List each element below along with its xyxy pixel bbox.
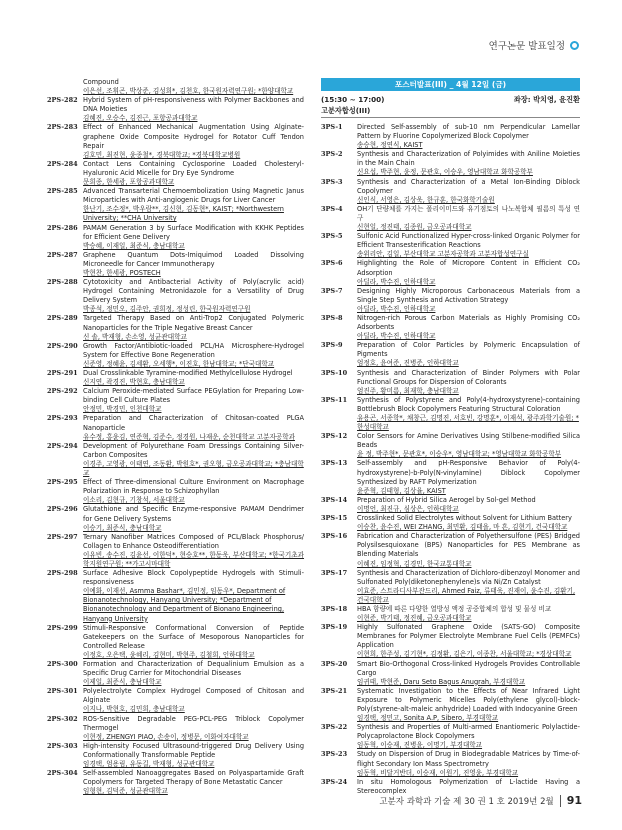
entry-code: 3PS-6: [321, 259, 343, 268]
program-entry: [321, 750, 580, 777]
entry-title: In situ Homologous Polymerization of L-lactide Having a Stereocomplex: [357, 777, 580, 795]
entry-authors: 신현일, 정진태, 김종원, 금오공과대학교: [357, 223, 472, 232]
entry-title: Advanced Transarterial Chemoembolization Using Magnetic Janus Microparticles with Anti-angiogenic Drugs for Liver Cancer: [83, 187, 304, 205]
program-entry: [321, 123, 580, 150]
program-entry: [47, 414, 304, 441]
entry-code: 2PS-287: [47, 250, 78, 259]
entry-authors: 박종석, 정민오, 김주안, 권희정, 정성린, 한국원자력연구원: [83, 305, 251, 314]
program-entry: [47, 769, 304, 796]
entry-code: 2PS-284: [47, 159, 78, 168]
entry-code: 2PS-291: [47, 369, 78, 377]
entry-title: Synthesis and Characterization of Dichloro-dibenzoyl Monomer and Sulfonated Poly(diketonephenylene)s via Ni/Zn Catalyst: [357, 568, 580, 586]
entry-authors: 이승찬, 윤수진, WEI ZHANG, 최민환, 김태을, 마 흔, 김현기, 건국대학교: [357, 523, 568, 532]
entry-authors: 신지연, 곽경진, 박현호, 충남대학교: [83, 378, 185, 387]
entry-authors: 이현준, 박기태, 정진혜, 금오공과대학교: [357, 614, 472, 623]
entry-title: Ternary Nanofiber Matrices Composed of PCL/Black Phosphorus/ Collagen to Enhance Osteodifferentiation: [83, 532, 304, 550]
entry-code: 3PS-24: [321, 777, 348, 786]
entry-title: Designing Highly Microporous Carbonaceous Materials from a Single Step Synthesis and Activation Strategy: [357, 286, 580, 304]
entry-authors: 이명언, 최진규, 심상은, 인하대학교: [357, 504, 459, 513]
left-entry-list: [47, 96, 304, 796]
entry-authors: 문희종, 한세광, 포항공과대학교: [83, 178, 175, 187]
entry-title: Highly Sulfonated Graphene Oxide (SATS-GO) Composite Membranes for Polymer Electrolyte Membrane Fuel Cells (PEMFCs) Application: [357, 623, 580, 650]
entry-title: PAMAM Generation 3 by Surface Modification with KKHK Peptides for Efficient Gene Delivery: [83, 223, 304, 241]
entry-continued: [47, 78, 304, 96]
entry-authors: 신 솔, 박재형, 손소영, 성균관대학교: [83, 332, 187, 341]
program-entry: [47, 278, 304, 314]
entry-authors: 엄진주, 황미름, 최재학, 충남대학교: [357, 386, 459, 395]
entry-title: Synthesis and Characterization of a Metal Ion-Binding Diblock Copolymer: [357, 177, 580, 195]
program-entry: [47, 387, 304, 414]
entry-title: Crosslinked Solid Electrolytes without Solvent for Lithium Battery: [357, 514, 572, 523]
program-entry: [321, 432, 580, 459]
entry-code: 3PS-17: [321, 568, 348, 577]
right-entry-list: [321, 123, 580, 796]
entry-authors: 이은선, 조휘곤, 박상준, 김성희*, 김천호, 한국원자력연구원; *한양대학교: [83, 87, 294, 96]
right-column: [321, 78, 580, 796]
program-entry: [47, 442, 304, 478]
entry-authors: 송승현, 정연식, KAIST: [357, 141, 423, 150]
entry-code: 2PS-292: [47, 387, 78, 396]
entry-authors: 김호민, 최진현, 윤종철*, 경북대학교; *경북대학교병원: [83, 150, 241, 159]
program-entry: [47, 96, 304, 123]
entry-code: 3PS-20: [321, 659, 348, 668]
program-entry: [321, 459, 580, 495]
entry-authors: 박승혜, 이재일, 최준식, 충남대학교: [83, 241, 185, 250]
entry-code: 3PS-7: [321, 286, 343, 295]
entry-authors: 이현정, ZHENGYI PIAO, 손송이, 정병문, 이화여자대학교: [83, 732, 249, 741]
program-entry: [47, 624, 304, 660]
entry-authors: 엄정호, 윤여준, 진병준, 인하대학교: [357, 359, 459, 368]
entry-title: Glutathione and Specific Enzyme-responsive PAMAM Dendrimer for Gene Delivery Systems: [83, 505, 304, 523]
entry-code: 3PS-13: [321, 459, 348, 468]
entry-code: 2PS-297: [47, 532, 78, 541]
entry-authors: 신준영, 정혜윤, 김세환, 오세행*, 이진호, 한남대학교; *단국대학교: [83, 359, 275, 368]
entry-authors: 이지나, 박현호, 김민희, 충남대학교: [83, 705, 185, 714]
entry-title: Growth Factor/Antibiotic-loaded PCL/HA Microsphere-Hydrogel System for Effective Bone Regeneration: [83, 341, 304, 359]
program-entry: [47, 478, 304, 505]
entry-authors: 박현찬, 한세광, POSTECH: [83, 268, 161, 277]
entry-authors: 안정민, 박경민, 인천대학교: [83, 405, 162, 414]
entry-code: 2PS-293: [47, 414, 78, 423]
header-title: 연구논문 발표일정: [488, 41, 565, 52]
entry-authors: 이효준, 스트라디사부잔드리, Ahmed Faiz, 류태욱, 진재이, 윤수진, 김환기, 건국대학교: [357, 586, 576, 604]
entry-code: 3PS-16: [321, 532, 348, 541]
entry-title: Targeted Therapy Based on Anti-Trop2 Conjugated Polymeric Nanoparticles for the Triple Negative Breast Cancer: [83, 314, 304, 332]
program-entry: [321, 514, 580, 532]
program-entry: [321, 259, 580, 286]
entry-title: Polyelectrolyte Complex Hydrogel Composed of Chitosan and Alginate: [83, 687, 304, 705]
entry-code: 3PS-18: [321, 604, 348, 613]
entry-title: Highlighting the Role of Micropore Content in Efficient CO₂ Adsorption: [357, 259, 580, 277]
entry-code: 3PS-1: [321, 123, 343, 131]
entry-authors: 이현희, 한주성, 김기현*, 김정환, 김은기, 이종찬, 서울대학교; *경상대학교: [357, 650, 572, 659]
entry-title: Contact Lens Containing Cyclosporine Loaded Cholesteryl-Hyaluronic Acid Micelle for Dry Eye Syndrome: [83, 159, 304, 177]
entry-title: Development of Polyurethane Foam Dressings Containing Silver-Carbon Composites: [83, 441, 304, 459]
entry-code: 2PS-301: [47, 687, 78, 696]
program-entry: [321, 532, 580, 568]
entry-code: 3PS-21: [321, 686, 348, 695]
entry-authors: 유수정, 홍윤김, 연준혁, 김준수, 정경원, 나재운, 순천대학교 고분자공학과: [83, 432, 295, 441]
entry-authors: 임경택, 정민고, Sonita A.P, Sibero, 부경대학교: [357, 714, 499, 723]
entry-authors: 이유빈, 송수진, 김윤선, 이한덕*, 현승호**, 한동욱, 부산대학교; *한국기초과학지원연구원; **가고시마대학: [83, 550, 305, 568]
program-entry: [47, 251, 304, 278]
program-entry: [321, 205, 580, 232]
program-entry: [321, 150, 580, 177]
program-entry: [47, 715, 304, 742]
entry-code: 2PS-304: [47, 769, 78, 778]
entry-authors: 이소리, 김현규, 기창석, 서울대학교: [83, 496, 185, 505]
entry-title: Directed Self-assembly of sub-10 nm Perpendicular Lamellar Pattern by Fluorine Copolymerized Block Copolymer: [357, 123, 580, 141]
entry-authors: 윤 정, 박주현*, 문관호*, 이승우*, 영남대학교; *영남대학교 화학공학부: [357, 450, 562, 459]
entry-title: Preparation of Color Particles by Polymeric Encapsulation of Pigments: [357, 341, 580, 359]
entry-authors: 이승기, 최준식, 충남대학교: [83, 523, 162, 532]
entry-code: 3PS-10: [321, 368, 348, 377]
session-chair: 좌장: 박치영, 윤진환: [513, 95, 580, 104]
entry-title: High-intensity Focused Ultrasound-triggered Drug Delivery Using Conformationally Transformable Peptide: [83, 741, 304, 759]
entry-code: 3PS-8: [321, 313, 343, 322]
entry-code: 3PS-22: [321, 723, 348, 732]
entry-code: 3PS-23: [321, 750, 348, 759]
entry-authors: 이제일, 최준식, 충남대학교: [83, 678, 162, 687]
entry-title: Preparation and Characterization of Chitosan-coated PLGA Nanoparticle: [83, 414, 304, 432]
entry-code: 2PS-296: [47, 505, 78, 514]
program-entry: [47, 224, 304, 251]
entry-code: 3PS-9: [321, 341, 343, 350]
program-entry: [321, 687, 580, 723]
entry-code: 3PS-5: [321, 232, 343, 241]
entry-title: Systematic Investigation to the Effects of Near Infrared Light Exposure to Polymeric Micelles Poly(ethylene glycol)-block-Poly(styrene-alt-maleic anhydride) Loaded with Indocyanine Green: [357, 686, 580, 713]
program-entry: [47, 187, 304, 223]
entry-authors: 임귀태, 박현준, Daru Seto Bagus Anugrah, 부경대학교: [357, 677, 526, 686]
entry-authors: 이정호, 오은택, 윤혜리, 김현미, 박현주, 김철희, 인하대학교: [83, 650, 255, 659]
entry-code: 2PS-303: [47, 741, 78, 750]
entry-code: 2PS-300: [47, 660, 78, 668]
entry-authors: 임경택, 엄용림, 유동길, 박재형, 성균관대학교: [83, 760, 215, 769]
program-entry: [321, 723, 580, 750]
entry-code: 3PS-12: [321, 432, 348, 441]
program-entry: [321, 660, 580, 687]
entry-code: 2PS-298: [47, 569, 78, 578]
entry-title: Fabrication and Characterization of Polyethersulfone (PES) Bridged Polysilsesquioxane (BPS) Nanoparticles for PES Membrane as Blending Materials: [357, 532, 580, 559]
entry-title: Sulfonic Acid Functionalized Hyper-cross-linked Organic Polymer for Efficient Transesterification Reactions: [357, 232, 580, 250]
entry-authors: 이경주, 고영광, 이태연, 조동환, 박원호*, 권오형, 금오공과대학교; *충남대학교: [83, 459, 304, 478]
entry-title: Smart Bio-Orthogonal Cross-linked Hydrogels Provides Controllable Cargo: [357, 659, 580, 677]
entry-code: 3PS-4: [321, 204, 343, 213]
entry-code: 2PS-290: [47, 341, 78, 350]
entry-authors: 아딜라, 박수진, 인하대학교: [357, 277, 436, 286]
entry-code: 2PS-288: [47, 278, 78, 287]
entry-code: 2PS-294: [47, 441, 78, 450]
entry-title: Hybrid System of pH-responsiveness with Polymer Backbones and DNA Moieties: [83, 96, 304, 114]
entry-title: Synthesis of Polystyrene and Poly(4-hydroxystyrene)-containing Bottlebrush Block Copolymers Featuring Structural Coloration: [357, 395, 580, 413]
program-entry: [47, 687, 304, 714]
page-number: 91: [566, 794, 582, 807]
left-column: [47, 78, 304, 796]
entry-code: 2PS-289: [47, 314, 78, 323]
entry-title: Graphene Quantum Dots-Imiquimod Loaded Dissolving Microneedle for Cancer Immunotherapy: [83, 250, 304, 268]
entry-title: Synthesis and Characterization of Polyimides with Aniline Moieties in the Main Chain: [357, 150, 580, 168]
entry-code: 2PS-295: [47, 478, 78, 487]
entry-title: Stimuli-Responsive Conformational Conversion of Peptide Gatekeepers on the Surface of Mesoporous Nanoparticles for Controlled Release: [83, 623, 304, 650]
entry-authors: 이예화, 이재선, Asmma Bashar*, 김민정, 임동우*, Department of Bionanotechnology, Hanyang University; *Department of Bionanotechnology and Department of Bionano Engineering, Hanyang University: [83, 587, 286, 623]
entry-authors: 아딜라, 박수진, 인하대학교: [357, 332, 436, 341]
entry-code: 2PS-299: [47, 623, 78, 632]
entry-title: Cytotoxicity and Antibacterial Activity of Poly(acrylic acid) Hydrogel Containing Metronidazole for a Versatility of Drug Delivery System: [83, 278, 304, 305]
program-entry: [47, 569, 304, 624]
entry-code: 3PS-19: [321, 623, 348, 632]
program-entry: [47, 660, 304, 687]
program-entry: [47, 342, 304, 369]
program-entry: [321, 396, 580, 432]
entry-title: Calcium Peroxide-mediated Surface PEGylation for Preparing Low-binding Cell Culture Plates: [83, 387, 304, 405]
entry-authors: 한난기, 조수정*, 박우람**, 김신현, 김동현*, KAIST; *Northwestern University; **CHA University: [83, 205, 284, 223]
program-entry: [321, 287, 580, 314]
entry-title: HBA 함량에 따른 다양한 열방성 액정 공중합체의 합성 및 물성 비교: [357, 604, 552, 613]
program-entry: [321, 178, 580, 205]
program-entry: [321, 605, 580, 623]
entry-authors: 아딜라, 박수진, 인하대학교: [357, 304, 436, 313]
entry-title: Dual Crosslinkable Tyramine-modified Methylcellulose Hydrogel: [83, 369, 293, 377]
entry-title: Color Sensors for Amine Derivatives Using Stilbene-modified Silica Beads: [357, 432, 580, 450]
program-entry: [47, 314, 304, 341]
program-entry: [47, 369, 304, 387]
entry-authors: 이혜진, 임정혁, 김경민, 한국교통대학교: [357, 559, 472, 568]
session-group: 고분자합성(III): [321, 105, 580, 118]
program-entry: [47, 160, 304, 187]
entry-code: 2PS-283: [47, 123, 78, 132]
entry-authors: 유용곤, 서종학*, 채창근, 김명진, 서호빈, 강명훈*, 이재석, 광주과학기술원; *한성대학교: [357, 414, 579, 432]
program-entry: [47, 533, 304, 569]
entry-title: Preparation of Hybrid Silica Aerogel by Sol-gel Method: [357, 495, 536, 504]
entry-title: OH기 단량체를 가지는 폴리이미드와 유기점토의 나노복합체 필름의 특성 연구: [357, 204, 580, 222]
entry-authors: 임동혁, 비달거반더, 이승재, 이원기, 진영윤, 부경대학교: [357, 768, 519, 777]
program-entry: [321, 569, 580, 605]
circle-bullet-icon: [570, 41, 579, 50]
entry-code: 3PS-2: [321, 150, 343, 159]
program-entry: [47, 505, 304, 532]
entry-title: Nitrogen-rich Porous Carbon Materials as Highly Promising CO₂ Adsorbents: [357, 313, 580, 332]
entry-title: Study on Dispersion of Drug in Biodegradable Matrices by Time-of-flight Secondary Ion Mass Spectrometry: [357, 750, 580, 768]
entry-title: Surface Adhesive Block Copolypeptide Hydrogels with Stimuli-responsiveness: [83, 569, 304, 587]
session-time: (15:30 ~ 17:00): [321, 95, 385, 104]
program-entry: [321, 341, 580, 368]
entry-code: 3PS-15: [321, 514, 348, 523]
entry-code: 2PS-286: [47, 223, 78, 232]
entry-authors: 신요섭, 박주현, 윤정, 문관호, 이승우, 영남대학교 화학공학부: [357, 168, 533, 177]
entry-authors: 김혜진, 오승수, 김진근, 포항공과대학교: [83, 114, 198, 123]
entry-title: Compound: [83, 78, 119, 86]
entry-code: 2PS-285: [47, 187, 78, 196]
page-header: [489, 38, 579, 52]
program-entry: [321, 314, 580, 341]
session-meta: [321, 94, 580, 105]
entry-authors: 임형현, 김덕준, 성균관대학교: [83, 787, 168, 796]
page-footer: [379, 794, 582, 807]
entry-authors: 신인식, 서영은, 김상욱, 한규훈, 한국화학기술원: [357, 195, 495, 204]
entry-title: Synthesis and Characterization of Binder Polymers with Polar Functional Groups for Dispersion of Colorants: [357, 368, 580, 386]
entry-code: 2PS-302: [47, 714, 78, 723]
entry-title: Synthesis and Properties of Multi-armed Enantiomeric Polylactide-Polycaprolactone Block Copolymers: [357, 723, 580, 741]
entry-title: Self-assembly and pH-Responsive Behavior of Poly(4-hydroxystyrene)-b-Poly(N-vinylamine) Diblock Copolymer Synthesized by RAFT Polymerization: [357, 459, 580, 486]
program-entry: [47, 123, 304, 159]
entry-title: ROS-Sensitive Degradable PEG-PCL-PEG Triblock Copolymer Thermogel: [83, 714, 304, 732]
entry-title: Effect of Enhanced Mechanical Augmentation Using Alginate-graphene Oxide Composite Hydrogel for Rotator Cuff Tendon Repair: [83, 123, 304, 150]
entry-authors: 임동혁, 이승재, 진병윤, 이명기, 부경대학교: [357, 741, 483, 750]
program-entry: [321, 232, 580, 259]
program-entry: [47, 742, 304, 769]
entry-title: Formation and Characterization of Dequalinium Emulsion as a Specific Drug Carrier for Mitochondrial Diseases: [83, 660, 304, 678]
entry-code: 3PS-3: [321, 177, 343, 186]
entry-title: Effect of Three-dimensional Culture Environment on Macrophage Polarization in Response to Schizophyllan: [83, 478, 304, 496]
entry-code: 3PS-14: [321, 495, 348, 504]
program-entry: [321, 369, 580, 396]
footer-divider: [560, 795, 561, 807]
entry-authors: 윤준혁, 김태형, 김상율, KAIST: [357, 486, 446, 495]
program-entry: [321, 496, 580, 514]
footer-journal: 고분자 과학과 기술 제 30 권 1 호 2019년 2월: [379, 796, 554, 807]
entry-code: 3PS-11: [321, 395, 348, 404]
program-entry: [321, 623, 580, 659]
entry-code: 2PS-282: [47, 96, 78, 105]
session-banner: 포스터발표(III) _ 4월 12일 (금): [321, 78, 580, 91]
entry-title: Self-assembled Nanoaggregates Based on Polyaspartamide Graft Copolymers for Targeted Therapy of Bone Metastatic Cancer: [83, 769, 304, 787]
entry-authors: 송위리안, 김일, 부산대학교 고분자공학과 고분자합성연구실: [357, 250, 529, 259]
